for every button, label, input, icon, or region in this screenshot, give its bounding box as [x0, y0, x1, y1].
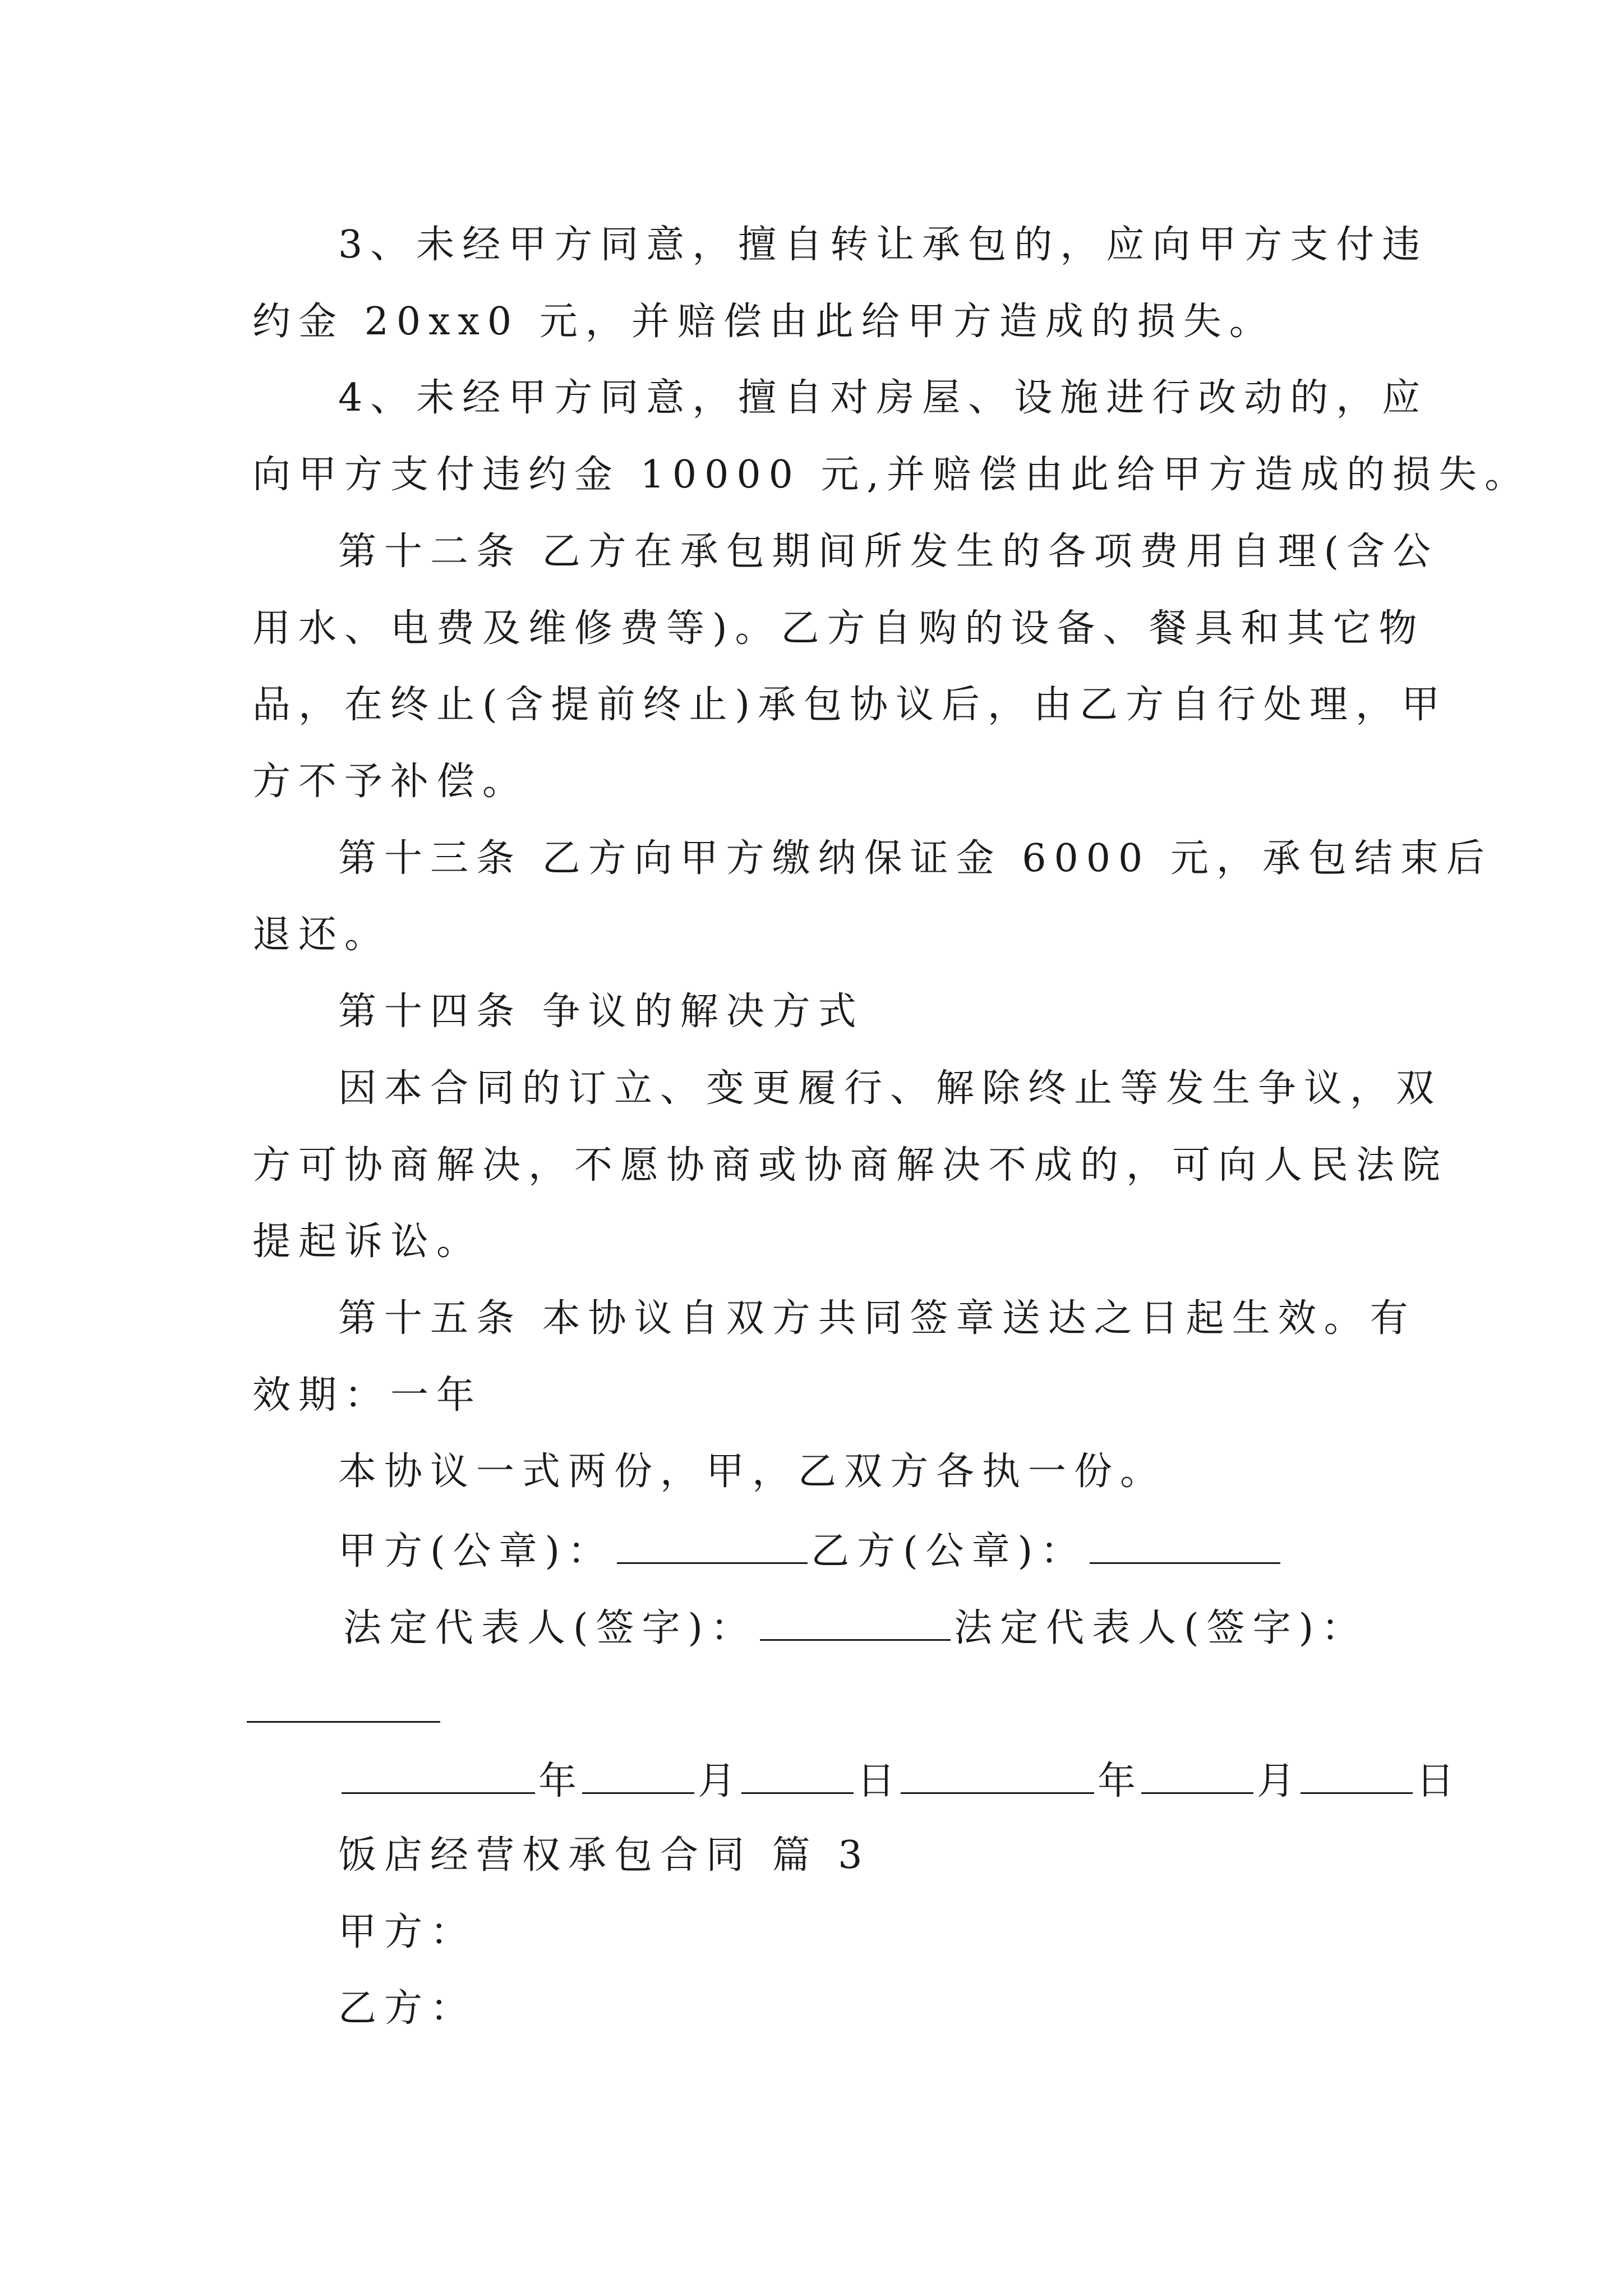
paragraph-line: 品，在终止(含提前终止)承包协议后，由乙方自行处理，甲	[252, 683, 1448, 727]
legal-rep-line	[343, 1607, 1396, 1648]
month-b-blank	[1141, 1760, 1253, 1794]
paragraph-line: 用水、电费及维修费等)。乙方自购的设备、餐具和其它物	[252, 606, 1425, 651]
party-b-seal-blank	[1090, 1530, 1280, 1564]
clause-13-line: 第十三条 乙方向甲方缴纳保证金 6000 元，承包结束后	[338, 836, 1492, 881]
month-a-blank	[582, 1760, 694, 1794]
date-line	[338, 1759, 1457, 1803]
day-b-label: 日	[1416, 1759, 1457, 1803]
legal-rep-a-label: 法定代表人(签字)：	[343, 1606, 757, 1650]
clause-14-heading: 第十四条 争议的解决方式	[338, 990, 864, 1034]
paragraph-line: 效期：一年	[252, 1373, 483, 1418]
paragraph-line: 向甲方支付违约金 10000 元,并赔偿由此给甲方造成的损失。	[252, 453, 1531, 497]
legal-rep-b-blank	[247, 1721, 440, 1723]
party-b-label: 乙方：	[338, 1986, 477, 2031]
day-b-blank	[1301, 1760, 1413, 1794]
paragraph-line: 4、未经甲方同意，擅自对房屋、设施进行改动的，应	[338, 376, 1428, 420]
paragraph-line: 约金 20xx0 元，并赔偿由此给甲方造成的损失。	[252, 300, 1275, 344]
paragraph-line: 方可协商解决，不愿协商或协商解决不成的，可向人民法院	[252, 1143, 1449, 1188]
month-a-label: 月	[698, 1759, 739, 1803]
year-b-label: 年	[1098, 1759, 1138, 1803]
clause-15-line: 第十五条 本协议自双方共同签章送达之日起生效。有	[338, 1296, 1416, 1341]
paragraph-line: 3、未经甲方同意，擅自转让承包的，应向甲方支付违	[338, 223, 1428, 267]
seal-line	[338, 1530, 1391, 1571]
copies-line: 本协议一式两份，甲，乙双方各执一份。	[338, 1450, 1166, 1494]
party-a-label: 甲方：	[338, 1910, 477, 1954]
party-b-seal-label: 乙方(公章)：	[811, 1529, 1087, 1573]
day-a-blank	[741, 1760, 854, 1794]
month-b-label: 月	[1257, 1759, 1298, 1803]
paragraph-line: 方不予补偿。	[252, 760, 529, 804]
paragraph-line: 提起诉讼。	[252, 1220, 483, 1264]
party-a-seal-label: 甲方(公章)：	[338, 1529, 614, 1573]
legal-rep-b-label: 法定代表人(签字)：	[954, 1606, 1368, 1650]
party-a-seal-blank	[617, 1530, 808, 1564]
paragraph-line: 退还。	[252, 913, 391, 957]
section-title: 饭店经营权承包合同 篇 3	[338, 1833, 870, 1878]
year-a-blank	[342, 1760, 535, 1794]
year-b-blank	[901, 1760, 1094, 1794]
day-a-label: 日	[857, 1759, 898, 1803]
clause-12-line: 第十二条 乙方在承包期间所发生的各项费用自理(含公	[338, 530, 1439, 574]
legal-rep-a-blank	[760, 1607, 951, 1641]
paragraph-line: 因本合同的订立、变更履行、解除终止等发生争议，双	[338, 1066, 1442, 1111]
year-a-label: 年	[538, 1759, 579, 1803]
